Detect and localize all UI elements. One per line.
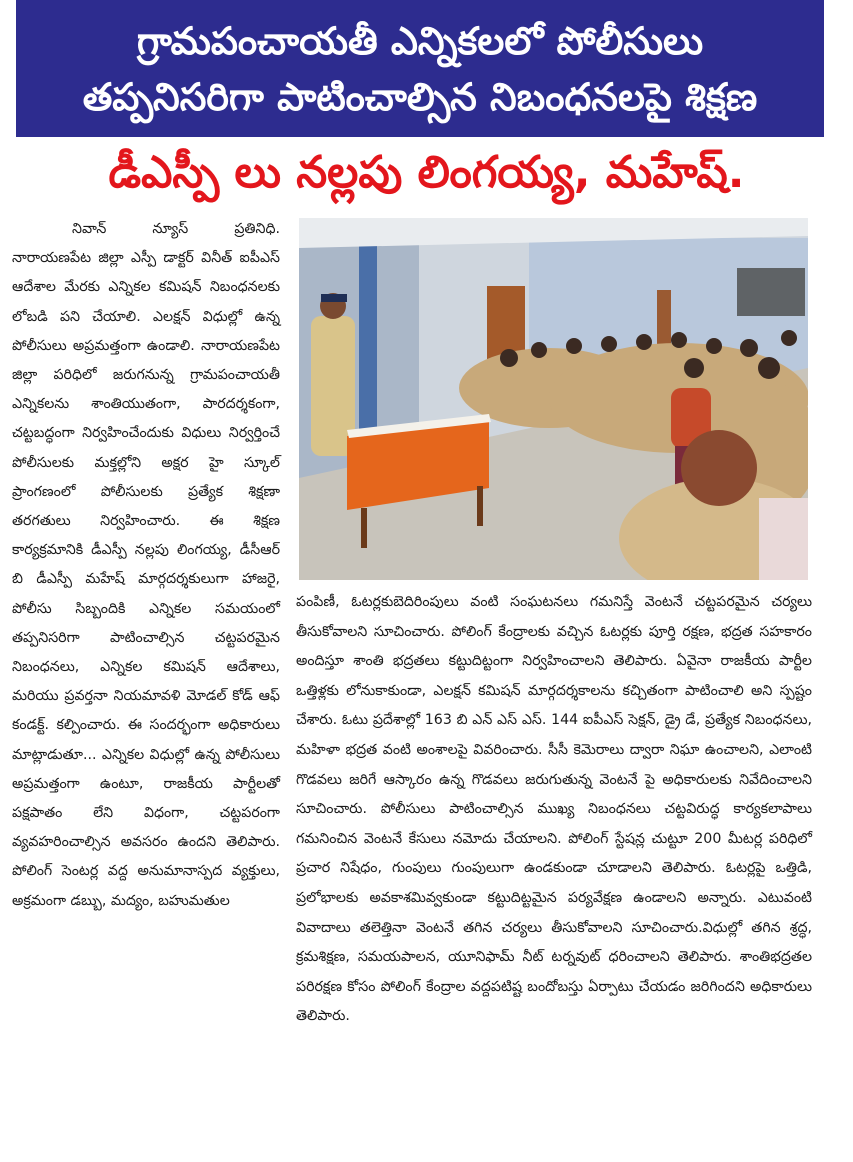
news-photo (299, 218, 808, 580)
article-right-column (296, 588, 812, 1032)
training-classroom-photo (299, 218, 808, 580)
article-left-column (12, 215, 280, 916)
article-text-left: నివాన్ న్యూస్ ప్రతినిధి. నారాయణపేట జిల్లా ఎస్పీ డాక్టర్ వినీత్ ఐపీఎస్ ఆదేశాల మేరకు ఎన్నికల కమిషన్ నిబంధనలకు లోబడి పని చేయాలి. ఎలక్షన్ విధుల్లో ఉన్న పోలీసులు అప్రమత్తంగా ఉండాలి. నారాయణపేట జిల్లా పరిధిలో జరుగనున్న గ్రామపంచాయతీ ఎన్నికలను శాంతియుతంగా, పారదర్శకంగా, చట్టబద్ధంగా నిర్వహించేందుకు విధులు నిర్వర్తించే పోలీసులకు మక్తల్లోని అక్షర హై స్కూల్ ప్రాంగణంలో పోలీసులకు ప్రత్యేక శిక్షణా తరగతులు నిర్వహించారు. ఈ శిక్షణ కార్యక్రమానికి డీఎస్పీ నల్లపు లింగయ్య, డీసీఆర్ బి డీఎస్పీ మహేష్ మార్గదర్శకులుగా హాజరై, పోలీసు సిబ్బందికి ఎన్నికల సమయంలో తప్పనిసరిగా పాటించాల్సిన చట్టపరమైన నిబంధనలు, ఎన్నికల కమిషన్ ఆదేశాలు, మరియు ప్రవర్తనా నియమావళి మోడల్ కోడ్ ఆఫ్ కండక్ట్. కల్పించారు. ఈ సందర్భంగా అధికారులు మాట్లాడుతూ... ఎన్నికల విధుల్లో ఉన్న పోలీసులు అప్రమత్తంగా ఉంటూ, రాజకీయ పార్టీలతో పక్షపాతం లేని విధంగా, చట్టపరంగా వ్యవహరించాల్సిన అవసరం ఉందని తెలిపారు. పోలింగ్ సెంటర్ల వద్ద అనుమానాస్పద వ్యక్తులు, అక్రమంగా డబ్బు, మద్యం, బహుమతుల (12, 221, 280, 909)
article-text-right: పంపిణీ, ఓటర్లకుబెదిరింపులు వంటి సంఘటనలు గమనిస్తే వెంటనే చట్టపరమైన చర్యలు తీసుకోవాలని సూచించారు. పోలింగ్ కేంద్రాలకు వచ్చిన ఓటర్లకు పూర్తి రక్షణ, భద్రత సహకారం అందిస్తూ శాంతి భద్రతలు కట్టుదిట్టంగా నిర్వహించాలని తెలిపారు. ఏవైనా రాజకీయ పార్టీల ఒత్తిళ్లకు లోనుకాకుండా, ఎలక్షన్ కమిషన్ మార్గదర్శకాలను కచ్చితంగా పాటించాలి అని స్పష్టం చేశారు. ఓటు ప్రదేశాల్లో 163 బి ఎన్ ఎస్ ఎస్. 144 ఐపీఎస్ సెక్షన్, డ్రై డే, ప్రత్యేక నిబంధనలు, మహిళా భద్రత వంటి అంశాలపై వివరించారు. సీసీ కెమెరాలు ద్వారా నిఘా ఉంచాలని, ఎలాంటి గొడవలు జరిగే ఆస్కారం ఉన్న గొడవలు జరుగుతున్న వెంటనే పై అధికారులకు నివేదించాలని సూచించారు. పోలీసులు పాటించాల్సిన ముఖ్య నిబంధనలు చట్టవిరుద్ధ కార్యకలాపాలు గమనించిన వెంటనే కేసులు నమోదు చేయాలని. పోలింగ్ స్టేషన్ల చుట్టూ 200 మీటర్ల పరిధిలో ప్రచార నిషేధం, గుంపులు గుంపులుగా ఉండకుండా చూడాలని తెలిపారు. ఓటర్లపై ఒత్తిడి, ప్రలోభాలకు అవకాశమివ్వకుండా కట్టుదిట్టమైన పర్యవేక్షణ ఉండాలని అన్నారు. ఎటువంటి వివాదాలు తలెత్తినా వెంటనే తగిన చర్యలు తీసుకోవాలని సూచించారు.విధుల్లో తగిన శ్రద్ధ, క్రమశిక్షణ, సమయపాలన, యూనిఫామ్ నీట్ టర్నవుట్ ధరించాలని తెలిపారు. శాంతిభద్రతల పరిరక్షణ కోసం పోలింగ్ కేంద్రాల వద్దపటిష్ట బందోబస్తు ఏర్పాటు చేయడం జరిగిందని అధికారులు తెలిపారు. (296, 594, 812, 1025)
subheadline: డీఎస్పీ లు నల్లపు లింగయ్య, మహేష్. (108, 147, 745, 198)
headline-line-2: తప్పనిసరిగా పాటించాల్సిన నిబంధనలపై శిక్షణ (82, 74, 758, 119)
headline-line-1: గ్రామపంచాయతీ ఎన్నికలలో పోలీసులు (136, 18, 704, 63)
headline-banner (16, 0, 824, 137)
